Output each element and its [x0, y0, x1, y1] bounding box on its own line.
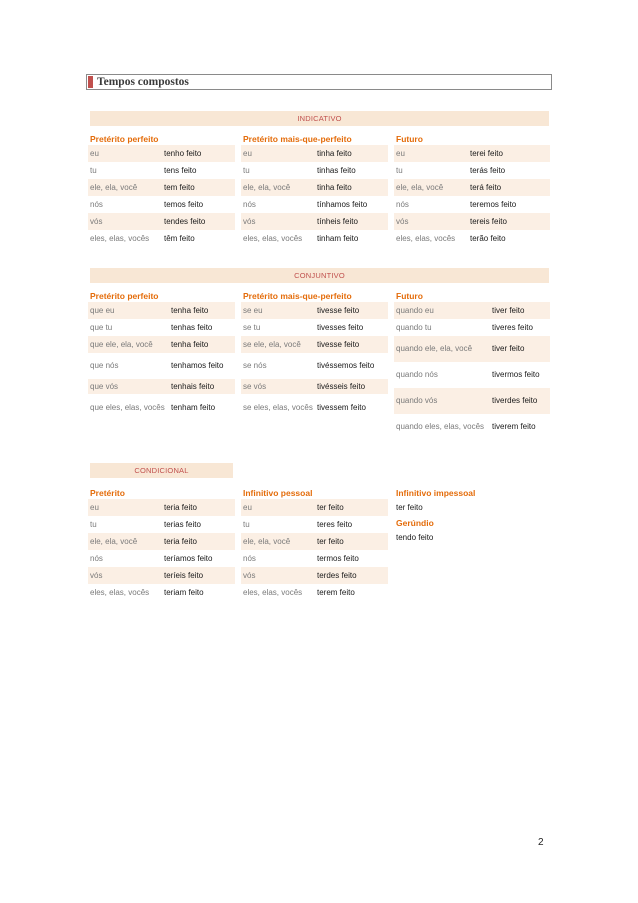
- conjuntivo-col2-table: [241, 302, 388, 422]
- indicativo-col2-header: Pretérito mais-que-perfeito: [243, 134, 352, 144]
- pronoun: tu: [396, 165, 403, 175]
- pronoun: quando eles, elas, vocês: [396, 422, 485, 431]
- verb-form: tereis feito: [468, 213, 550, 230]
- pronoun: ele, ela, você: [88, 533, 162, 550]
- pronoun: que tu: [90, 322, 113, 332]
- verb-form: tínheis feito: [315, 213, 388, 230]
- pronoun: eu: [241, 499, 315, 516]
- gerundio-value: tendo feito: [396, 533, 434, 542]
- indicativo-col2-table: [241, 145, 388, 247]
- pronoun: tu: [90, 519, 97, 529]
- pronoun: nós: [90, 553, 103, 563]
- pronoun: quando nós: [396, 370, 438, 379]
- conjuntivo-col2-header: Pretérito mais-que-perfeito: [243, 291, 352, 301]
- page-title: Tempos compostos: [97, 76, 189, 88]
- verb-form: terá feito: [468, 179, 550, 196]
- gerundio-header: Gerúndio: [396, 518, 434, 528]
- pronoun: vós: [241, 213, 315, 230]
- pronoun: ele, ela, você: [241, 179, 315, 196]
- pronoun: vós: [241, 567, 315, 584]
- section-title-box: [86, 74, 552, 90]
- verb-form: tivésseis feito: [315, 379, 388, 394]
- verb-form: tens feito: [164, 165, 197, 175]
- pronoun: eu: [88, 145, 162, 162]
- verb-form: tivermos feito: [492, 370, 540, 379]
- verb-form: teríamos feito: [164, 553, 213, 563]
- condicional-col1-header: Pretérito: [90, 488, 125, 498]
- verb-form: tiverem feito: [492, 422, 536, 431]
- pronoun: nós: [396, 199, 409, 209]
- page-number: 2: [538, 837, 544, 848]
- pronoun: eu: [88, 499, 162, 516]
- verb-form: tenha feito: [169, 336, 235, 353]
- pronoun: eles, elas, vocês: [396, 233, 456, 243]
- pronoun: que vós: [88, 379, 169, 394]
- pronoun: ele, ela, você: [88, 179, 162, 196]
- verb-form: tinham feito: [317, 233, 359, 243]
- pronoun: que ele, ela, você: [88, 336, 169, 353]
- verb-form: tem feito: [162, 179, 235, 196]
- pronoun: quando vós: [394, 388, 490, 414]
- pronoun: eu: [241, 145, 315, 162]
- band-indicativo: INDICATIVO: [90, 111, 549, 126]
- verb-form: tiveres feito: [492, 322, 533, 332]
- verb-form: teria feito: [162, 533, 235, 550]
- pronoun: quando tu: [396, 322, 432, 332]
- band-condicional: CONDICIONAL: [90, 463, 233, 478]
- pronoun: ele, ela, você: [241, 533, 315, 550]
- verb-form: tivessem feito: [317, 403, 366, 412]
- indicativo-col1-header: Pretérito perfeito: [90, 134, 159, 144]
- verb-form: terias feito: [164, 519, 201, 529]
- pronoun: se eu: [241, 302, 315, 319]
- verb-form: teremos feito: [470, 199, 517, 209]
- pronoun: ele, ela, você: [394, 179, 468, 196]
- pronoun: eles, elas, vocês: [90, 587, 150, 597]
- verb-form: ter feito: [315, 533, 388, 550]
- verb-form: tenho feito: [162, 145, 235, 162]
- condicional-col1-table: [88, 499, 235, 601]
- indicativo-col3-header: Futuro: [396, 134, 423, 144]
- verb-form: têm feito: [164, 233, 195, 243]
- verb-form: tenha feito: [169, 302, 235, 319]
- verb-form: tivesses feito: [317, 322, 364, 332]
- pronoun: quando ele, ela, você: [394, 336, 490, 362]
- verb-form: terei feito: [468, 145, 550, 162]
- pronoun: se ele, ela, você: [241, 336, 315, 353]
- pronoun: eu: [394, 145, 468, 162]
- pronoun: nós: [90, 199, 103, 209]
- pronoun: que nós: [90, 361, 119, 370]
- conjuntivo-col3-header: Futuro: [396, 291, 423, 301]
- verb-form: terás feito: [470, 165, 506, 175]
- verb-form: tinha feito: [315, 145, 388, 162]
- conjuntivo-col1-header: Pretérito perfeito: [90, 291, 159, 301]
- pronoun: se eles, elas, vocês: [243, 403, 313, 412]
- conjuntivo-col1-table: [88, 302, 235, 422]
- indicativo-col1-table: [88, 145, 235, 247]
- verb-form: tenhamos feito: [171, 361, 224, 370]
- pronoun: eles, elas, vocês: [90, 233, 150, 243]
- condicional-col2-table: [241, 499, 388, 601]
- infinitivo-impessoal-value: ter feito: [396, 503, 423, 512]
- verb-form: temos feito: [164, 199, 204, 209]
- conjuntivo-col3-table: [394, 302, 550, 440]
- verb-form: terdes feito: [315, 567, 388, 584]
- verb-form: terão feito: [470, 233, 506, 243]
- pronoun: que eu: [88, 302, 169, 319]
- pronoun: vós: [394, 213, 468, 230]
- verb-form: teres feito: [317, 519, 353, 529]
- verb-form: teriam feito: [164, 587, 204, 597]
- pronoun: tu: [243, 165, 250, 175]
- verb-form: teríeis feito: [162, 567, 235, 584]
- condicional-col3-header: Infinitivo impessoal: [396, 488, 476, 498]
- verb-form: tínhamos feito: [317, 199, 368, 209]
- verb-form: tiverdes feito: [490, 388, 550, 414]
- verb-form: tenhas feito: [171, 322, 213, 332]
- condicional-col2-header: Infinitivo pessoal: [243, 488, 313, 498]
- verb-form: tiver feito: [490, 302, 550, 319]
- verb-form: tinhas feito: [317, 165, 356, 175]
- verb-form: tiver feito: [490, 336, 550, 362]
- pronoun: tu: [90, 165, 97, 175]
- verb-form: tendes feito: [162, 213, 235, 230]
- pronoun: quando eu: [394, 302, 490, 319]
- verb-form: ter feito: [315, 499, 388, 516]
- pronoun: se vós: [241, 379, 315, 394]
- verb-form: termos feito: [317, 553, 359, 563]
- pronoun: eles, elas, vocês: [243, 587, 303, 597]
- pronoun: tu: [243, 519, 250, 529]
- verb-form: terem feito: [317, 587, 355, 597]
- title-accent-bar: [88, 76, 93, 88]
- pronoun: vós: [88, 567, 162, 584]
- pronoun: vós: [88, 213, 162, 230]
- verb-form: tinha feito: [315, 179, 388, 196]
- pronoun: nós: [243, 553, 256, 563]
- band-conjuntivo: CONJUNTIVO: [90, 268, 549, 283]
- pronoun: se nós: [243, 361, 267, 370]
- verb-form: tenhais feito: [169, 379, 235, 394]
- verb-form: tenham feito: [171, 403, 216, 412]
- verb-form: tivesse feito: [315, 302, 388, 319]
- pronoun: se tu: [243, 322, 261, 332]
- verb-form: teria feito: [162, 499, 235, 516]
- pronoun: que eles, elas, vocês: [90, 403, 165, 412]
- pronoun: nós: [243, 199, 256, 209]
- indicativo-col3-table: [394, 145, 550, 247]
- verb-form: tivéssemos feito: [317, 361, 375, 370]
- verb-form: tivesse feito: [315, 336, 388, 353]
- pronoun: eles, elas, vocês: [243, 233, 303, 243]
